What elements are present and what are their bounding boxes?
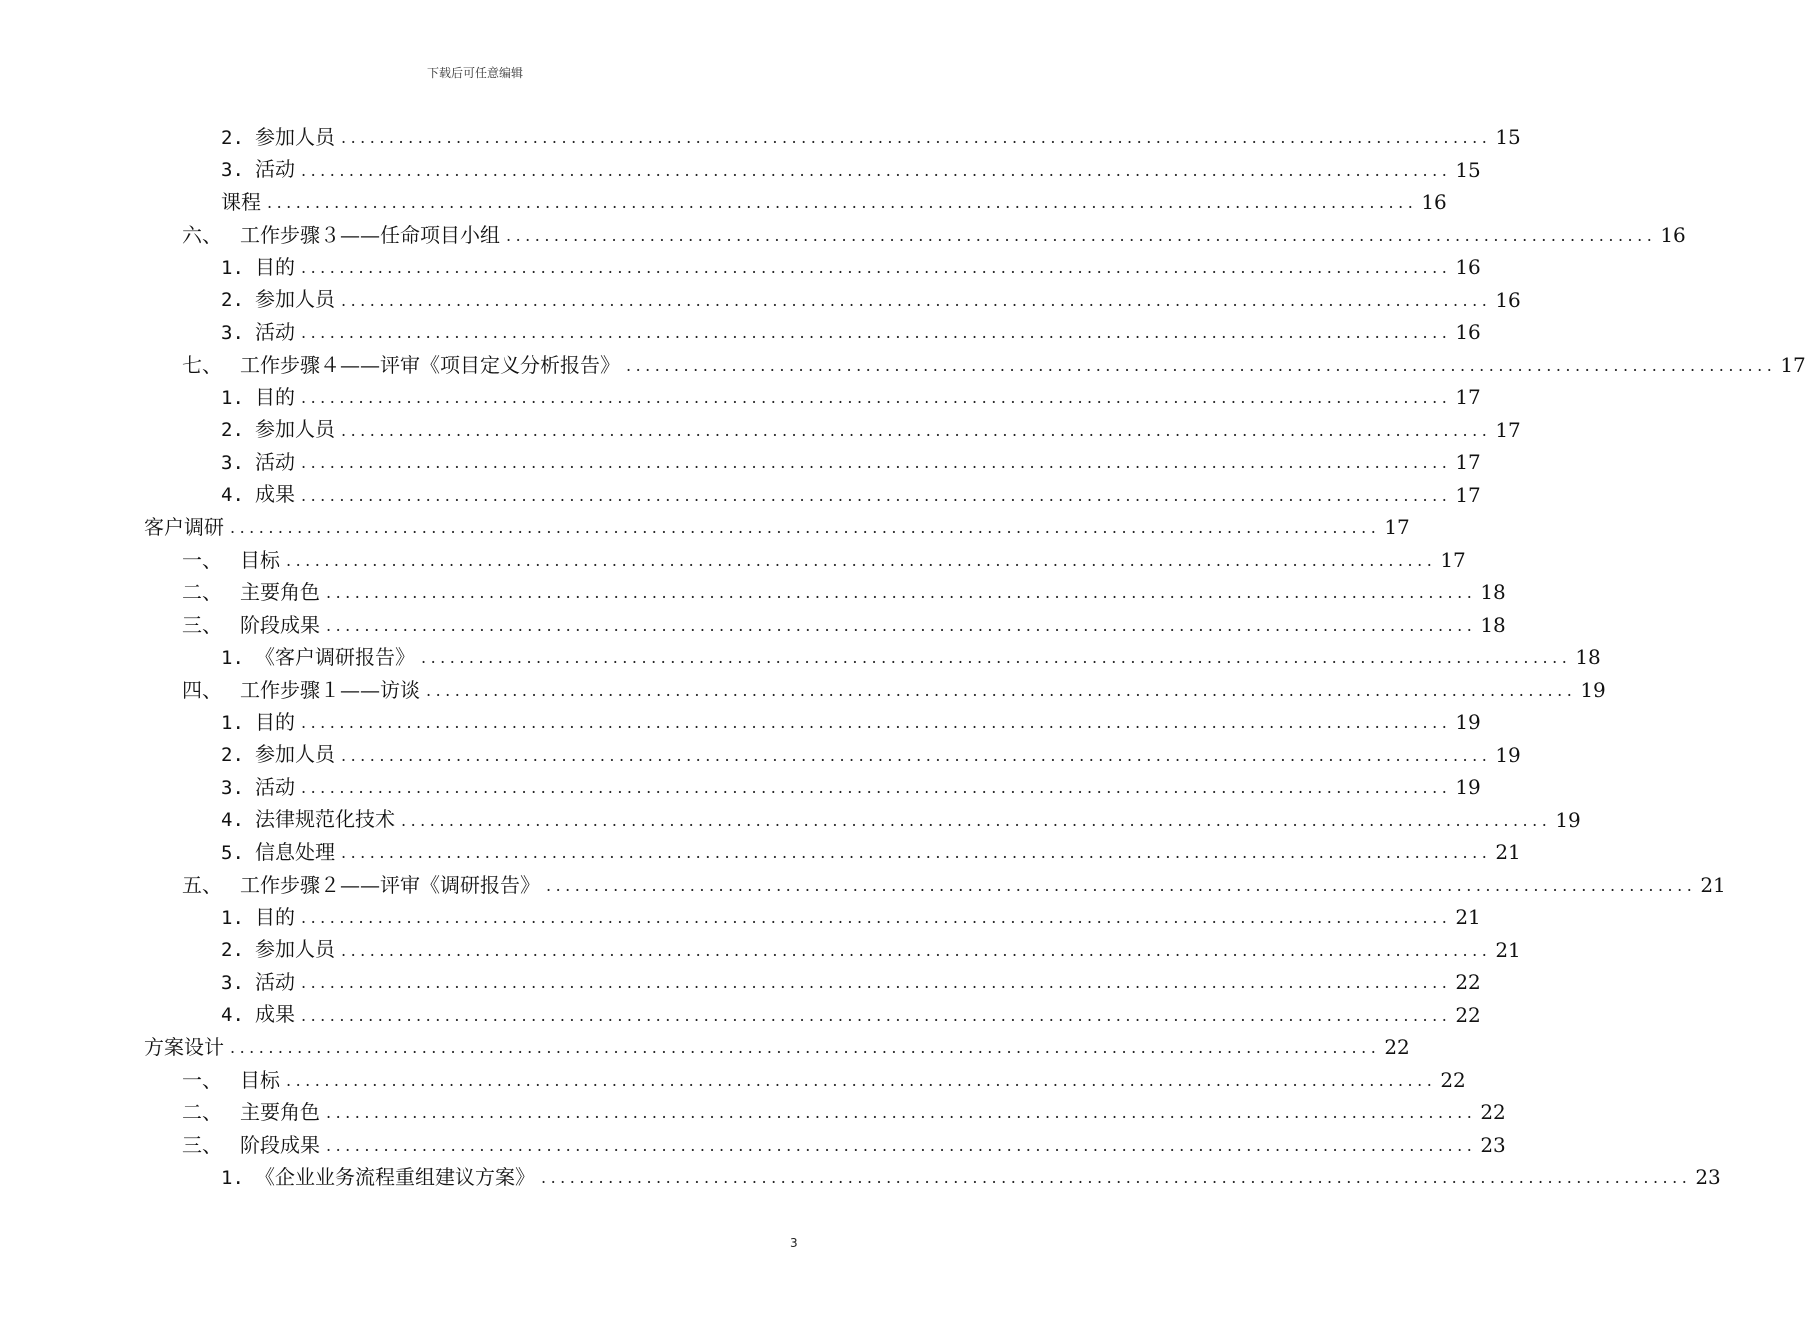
toc-entry-page: 18 [1575,645,1601,670]
dot-leader: ........................................................................................................................ [326,615,1477,635]
toc-entry-number: 1. [221,1166,244,1189]
toc-entry[interactable] [0,739,1521,772]
toc-entry-label [221,384,297,409]
toc-entry-page: 17 [1780,352,1806,377]
toc-entry-title: 阶段成果 [240,1132,320,1157]
toc-entry-title: 活动 [255,157,295,182]
toc-entry-page: 19 [1495,742,1521,767]
toc-entry[interactable] [0,414,1521,447]
toc-entry[interactable] [0,901,1481,934]
dot-leader: ........................................................................................................................ [421,648,1572,668]
dot-leader: ........................................................................................................................ [301,908,1452,928]
toc-entry-page: 15 [1455,157,1481,182]
toc-entry-title: 目的 [255,709,295,734]
toc-entry-title: 活动 [255,774,295,799]
toc-entry-title: 工作步骤１——访谈 [240,677,420,702]
toc-entry-title: 《客户调研报告》 [255,644,415,669]
toc-entry[interactable] [0,1161,1721,1194]
toc-entry-label [182,1132,322,1157]
toc-entry-title: 方案设计 [144,1035,224,1060]
toc-entry[interactable] [0,706,1481,739]
toc-entry-title: 参加人员 [255,417,335,442]
toc-entry-number: 2. [221,126,244,149]
toc-entry-page: 17 [1455,482,1481,507]
toc-entry[interactable] [0,1064,1466,1097]
toc-entry-number: 3. [221,451,244,474]
toc-entry[interactable] [0,641,1601,674]
toc-entry-label [182,872,542,897]
toc-entry-page: 16 [1660,222,1686,247]
toc-entry-number: 2. [221,939,244,962]
toc-entry[interactable] [0,576,1506,609]
toc-entry-number: 2. [221,419,244,442]
toc-entry[interactable] [0,154,1481,187]
toc-entry[interactable] [0,349,1806,382]
toc-entry[interactable] [0,1129,1506,1162]
toc-entry-page: 17 [1440,547,1466,572]
toc-entry-page: 17 [1455,385,1481,410]
toc-entry[interactable] [0,934,1521,967]
toc-entry-label [221,449,297,474]
toc-entry[interactable] [0,479,1481,512]
dot-leader: ........................................................................................................................ [341,420,1492,440]
toc-entry-title: 阶段成果 [240,612,320,637]
toc-entry-page: 22 [1455,1002,1481,1027]
toc-entry-title: 主要角色 [240,580,320,605]
toc-entry[interactable] [0,609,1506,642]
toc-entry[interactable] [0,544,1466,577]
toc-entry-page: 15 [1495,125,1521,150]
toc-entry-page: 19 [1455,775,1481,800]
toc-entry-number: 3. [221,776,244,799]
toc-entry-label [182,547,282,572]
table-of-contents [0,121,1806,1194]
toc-entry-page: 22 [1480,1100,1506,1125]
toc-entry-title: 活动 [255,319,295,344]
toc-entry[interactable] [0,284,1521,317]
toc-entry-title: 主要角色 [240,1100,320,1125]
toc-entry-page: 16 [1455,255,1481,280]
toc-entry-page: 22 [1440,1067,1466,1092]
toc-entry-number: 七、 [182,352,222,377]
toc-entry-title: 课程 [221,190,261,215]
dot-leader: ........................................................................................................................ [286,550,1437,570]
toc-entry[interactable] [0,771,1481,804]
toc-entry[interactable] [0,836,1521,869]
toc-entry-label [221,939,337,960]
dot-leader: ........................................................................................................................ [301,323,1452,343]
toc-entry[interactable] [0,869,1726,902]
toc-entry-page: 21 [1495,840,1521,865]
page-header: 下载后可任意编辑 [426,66,523,80]
toc-entry-label [221,904,297,929]
toc-entry-label [221,774,297,799]
toc-entry-label [221,969,297,994]
toc-entry-label [221,124,337,149]
toc-entry-number: 二、 [182,1100,222,1125]
toc-entry-label [221,644,417,669]
toc-entry-title: 目的 [255,254,295,279]
toc-entry-page: 23 [1695,1165,1721,1190]
toc-entry[interactable] [0,186,1447,219]
toc-entry-title: 客户调研 [144,515,224,540]
toc-entry-title: 活动 [255,969,295,994]
toc-entry-label [144,515,226,540]
toc-entry-label [221,484,297,505]
toc-entry-number: 四、 [182,677,222,702]
toc-entry-page: 17 [1384,515,1410,540]
toc-entry-label [182,222,502,247]
toc-entry-label [182,580,322,605]
toc-entry-number: 4. [221,1004,244,1027]
toc-entry-title: 成果 [255,482,295,507]
toc-entry-number: 3. [221,321,244,344]
toc-entry-title: 目的 [255,384,295,409]
toc-entry-title: 工作步骤３——任命项目小组 [240,222,500,247]
dot-leader: ........................................................................................................................ [341,128,1492,148]
toc-entry-number: 一、 [182,547,222,572]
toc-entry-page: 16 [1495,287,1521,312]
toc-entry[interactable] [0,1031,1410,1064]
toc-entry-label [221,1164,537,1189]
toc-entry[interactable] [0,446,1481,479]
toc-entry-number: 1. [221,711,244,734]
toc-entry-title: 参加人员 [255,124,335,149]
toc-entry-title: 参加人员 [255,287,335,312]
toc-entry-number: 2. [221,289,244,312]
toc-entry-page: 22 [1384,1035,1410,1060]
dot-leader: ........................................................................................................................ [626,355,1777,375]
toc-entry[interactable] [0,219,1686,252]
toc-entry-number: 六、 [182,222,222,247]
toc-entry-number: 5. [221,841,244,864]
dot-leader: ........................................................................................................................ [301,778,1452,798]
dot-leader: ........................................................................................................................ [301,973,1452,993]
dot-leader: ........................................................................................................................ [326,1103,1477,1123]
toc-entry-title: 工作步骤４——评审《项目定义分析报告》 [240,352,620,377]
toc-entry-page: 21 [1700,872,1726,897]
toc-entry-number: 3. [221,159,244,182]
toc-entry-number: 4. [221,484,244,507]
dot-leader: ........................................................................................................................ [301,258,1452,278]
toc-entry-number: 三、 [182,612,222,637]
page-number: 3 [790,1236,798,1250]
toc-entry-page: 19 [1580,677,1606,702]
toc-entry[interactable] [0,804,1581,837]
dot-leader: ........................................................................................................................ [301,1005,1452,1025]
toc-entry-number: 二、 [182,580,222,605]
dot-leader: ........................................................................................................................ [426,680,1577,700]
toc-entry-number: 1. [221,906,244,929]
toc-entry-label [182,612,322,637]
dot-leader: ........................................................................................................................ [341,843,1492,863]
toc-entry[interactable] [0,999,1481,1032]
dot-leader: ........................................................................................................................ [286,1070,1437,1090]
toc-entry-page: 18 [1480,580,1506,605]
dot-leader: ........................................................................................................................ [301,713,1452,733]
toc-entry-number: 1. [221,386,244,409]
dot-leader: ........................................................................................................................ [401,810,1552,830]
toc-entry-label [221,159,297,180]
toc-entry-title: 成果 [255,1002,295,1027]
toc-entry-page: 17 [1495,417,1521,442]
dot-leader: ........................................................................................................................ [341,940,1492,960]
toc-entry-page: 18 [1480,612,1506,637]
toc-entry[interactable] [0,381,1481,414]
toc-entry-number: 1. [221,256,244,279]
toc-entry-label [144,1035,226,1060]
toc-entry-label [221,419,337,440]
toc-entry-title: 法律规范化技术 [255,807,395,832]
dot-leader: ........................................................................................................................ [341,745,1492,765]
toc-entry[interactable] [0,1096,1506,1129]
dot-leader: ........................................................................................................................ [267,193,1418,213]
dot-leader: ........................................................................................................................ [546,875,1697,895]
toc-entry-number: 三、 [182,1132,222,1157]
toc-entry-label [221,190,263,215]
toc-entry-number: 一、 [182,1067,222,1092]
toc-entry-title: 目标 [240,547,280,572]
dot-leader: ........................................................................................................................ [230,1038,1381,1058]
toc-entry-page: 16 [1421,190,1447,215]
toc-entry-page: 21 [1495,937,1521,962]
toc-entry-label [221,289,337,310]
toc-entry-number: 五、 [182,872,222,897]
toc-entry-page: 21 [1455,905,1481,930]
toc-entry-label [221,1004,297,1025]
toc-entry-number: 3. [221,971,244,994]
toc-entry[interactable] [0,316,1481,349]
toc-entry-page: 16 [1455,320,1481,345]
toc-entry[interactable] [0,966,1481,999]
toc-entry-label [182,677,422,702]
toc-entry-label [221,319,297,344]
dot-leader: ........................................................................................................................ [301,160,1452,180]
dot-leader: ........................................................................................................................ [326,583,1477,603]
toc-entry-page: 19 [1455,710,1481,735]
dot-leader: ........................................................................................................................ [230,518,1381,538]
toc-entry-label [182,1067,282,1092]
toc-entry-label [182,352,622,377]
toc-entry-label [221,809,397,830]
toc-entry[interactable] [0,674,1606,707]
toc-entry[interactable] [0,511,1410,544]
dot-leader: ........................................................................................................................ [506,225,1657,245]
toc-entry-page: 22 [1455,970,1481,995]
toc-entry-page: 23 [1480,1132,1506,1157]
dot-leader: ........................................................................................................................ [301,453,1452,473]
toc-entry-title: 工作步骤２——评审《调研报告》 [240,872,540,897]
dot-leader: ........................................................................................................................ [541,1168,1692,1188]
toc-entry-title: 《企业业务流程重组建议方案》 [255,1164,535,1189]
dot-leader: ........................................................................................................................ [301,485,1452,505]
toc-entry-label [221,709,297,734]
toc-entry-title: 参加人员 [255,742,335,767]
toc-entry-page: 19 [1555,807,1581,832]
toc-entry[interactable] [0,121,1521,154]
toc-entry[interactable] [0,251,1481,284]
dot-leader: ........................................................................................................................ [326,1135,1477,1155]
toc-entry-title: 目的 [255,904,295,929]
toc-entry-label [221,254,297,279]
toc-entry-page: 17 [1455,450,1481,475]
toc-entry-title: 信息处理 [255,839,335,864]
dot-leader: ........................................................................................................................ [301,388,1452,408]
toc-entry-title: 参加人员 [255,937,335,962]
toc-entry-title: 目标 [240,1067,280,1092]
toc-entry-number: 1. [221,646,244,669]
toc-entry-label [182,1100,322,1125]
dot-leader: ........................................................................................................................ [341,290,1492,310]
toc-entry-number: 4. [221,809,244,832]
toc-entry-label [221,839,337,864]
toc-entry-number: 2. [221,744,244,767]
toc-entry-title: 活动 [255,449,295,474]
toc-entry-label [221,744,337,765]
